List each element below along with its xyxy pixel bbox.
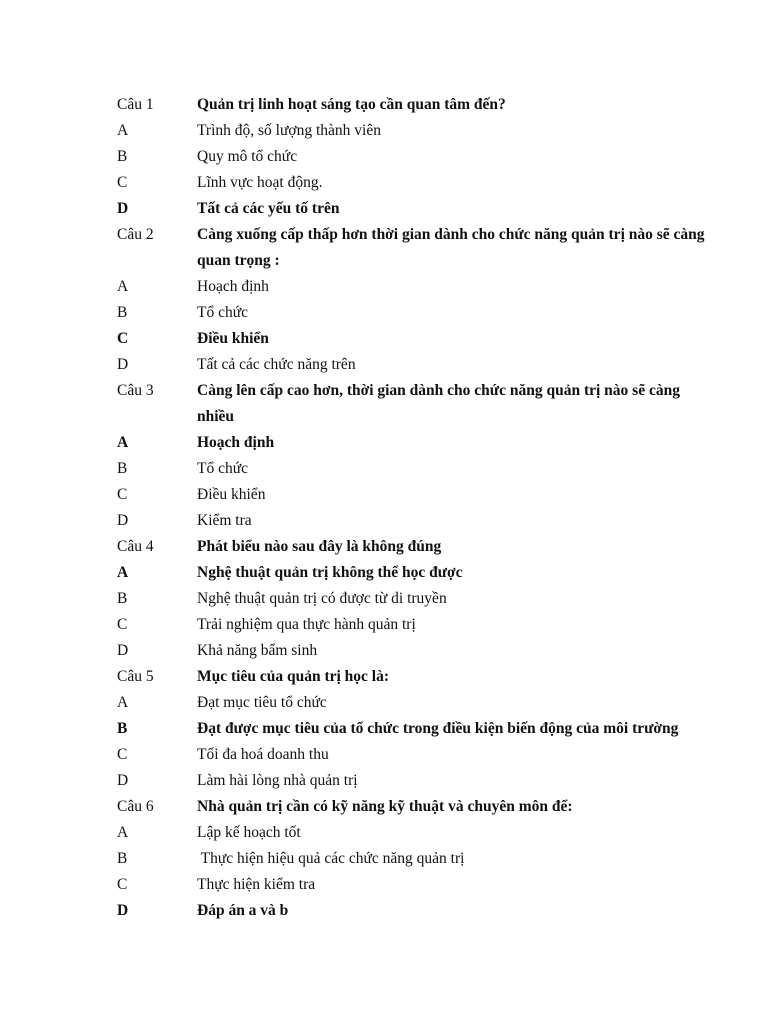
question-label: Câu 2 bbox=[117, 226, 154, 243]
option-letter: C bbox=[117, 616, 128, 633]
option-letter: C bbox=[117, 174, 128, 191]
question-list bbox=[117, 92, 717, 924]
option-row bbox=[117, 846, 717, 872]
option-text: Đạt mục tiêu tổ chức bbox=[197, 694, 327, 711]
option-letter: A bbox=[117, 824, 129, 841]
option-letter: D bbox=[117, 512, 129, 529]
option-row bbox=[117, 820, 717, 846]
option-row bbox=[117, 482, 717, 508]
option-text: Thực hiện kiểm tra bbox=[197, 876, 316, 893]
question-text: Nhà quản trị cần có kỹ năng kỹ thuật và chuyên môn để: bbox=[197, 798, 573, 815]
option-text: Điều khiển bbox=[197, 330, 269, 347]
option-row-correct bbox=[117, 326, 717, 352]
question-row-1 bbox=[117, 92, 717, 118]
option-text: Tối đa hoá doanh thu bbox=[197, 746, 329, 763]
option-text: Hoạch định bbox=[197, 434, 275, 451]
option-text: Trình độ, số lượng thành viên bbox=[197, 122, 381, 139]
option-row bbox=[117, 352, 717, 378]
option-letter: C bbox=[117, 746, 128, 763]
option-text: Đáp án a và b bbox=[197, 902, 289, 919]
option-letter: B bbox=[117, 590, 128, 607]
option-text: Thực hiện hiệu quả các chức năng quản trị bbox=[197, 850, 465, 867]
option-text: Đạt được mục tiêu của tổ chức trong điều kiện biến động của môi trường bbox=[197, 720, 679, 737]
option-letter: B bbox=[117, 148, 128, 165]
question-text: Mục tiêu của quản trị học là: bbox=[197, 668, 390, 685]
option-text: Quy mô tổ chức bbox=[197, 148, 298, 165]
question-row-6 bbox=[117, 794, 717, 820]
option-row-correct bbox=[117, 716, 717, 742]
option-row bbox=[117, 300, 717, 326]
option-text: Tổ chức bbox=[197, 304, 249, 321]
option-text: Khả năng bẩm sinh bbox=[197, 642, 318, 659]
option-letter: D bbox=[117, 772, 129, 789]
option-letter: D bbox=[117, 356, 129, 373]
option-row bbox=[117, 612, 717, 638]
option-letter: A bbox=[117, 278, 129, 295]
question-text: Càng lên cấp cao hơn, thời gian dành cho chức năng quản trị nào sẽ càng nhiều bbox=[197, 382, 680, 425]
option-text: Điều khiển bbox=[197, 486, 266, 503]
option-row bbox=[117, 586, 717, 612]
question-row-3 bbox=[117, 378, 717, 430]
option-row-correct bbox=[117, 560, 717, 586]
option-letter: B bbox=[117, 304, 128, 321]
option-letter: D bbox=[117, 902, 129, 919]
option-row bbox=[117, 274, 717, 300]
option-text: Tổ chức bbox=[197, 460, 249, 477]
option-row bbox=[117, 170, 717, 196]
option-letter: C bbox=[117, 486, 128, 503]
option-row-correct bbox=[117, 196, 717, 222]
option-text: Nghệ thuật quản trị không thể học được bbox=[197, 564, 463, 581]
option-letter: A bbox=[117, 564, 129, 581]
option-text: Tất cả các chức năng trên bbox=[197, 356, 356, 373]
option-row-correct bbox=[117, 898, 717, 924]
question-row-2 bbox=[117, 222, 717, 274]
option-letter: B bbox=[117, 850, 128, 867]
option-text: Tất cả các yếu tố trên bbox=[197, 200, 340, 217]
option-letter: A bbox=[117, 434, 129, 451]
option-text: Trải nghiệm qua thực hành quản trị bbox=[197, 616, 416, 633]
option-text: Làm hài lòng nhà quản trị bbox=[197, 772, 358, 789]
option-text: Lĩnh vực hoạt động. bbox=[197, 174, 323, 191]
option-row bbox=[117, 638, 717, 664]
question-label: Câu 6 bbox=[117, 798, 154, 815]
option-letter: A bbox=[117, 122, 129, 139]
option-row-correct bbox=[117, 430, 717, 456]
option-row bbox=[117, 690, 717, 716]
option-text: Nghệ thuật quản trị có được từ di truyền bbox=[197, 590, 447, 607]
option-text: Hoạch định bbox=[197, 278, 269, 295]
question-label: Câu 4 bbox=[117, 538, 154, 555]
option-row bbox=[117, 768, 717, 794]
option-letter: D bbox=[117, 200, 129, 217]
question-text: Phát biểu nào sau đây là không đúng bbox=[197, 538, 442, 555]
question-row-4 bbox=[117, 534, 717, 560]
option-text: Lập kế hoạch tốt bbox=[197, 824, 301, 841]
option-letter: B bbox=[117, 720, 128, 737]
question-text: Quản trị linh hoạt sáng tạo cần quan tâm đến? bbox=[197, 96, 506, 113]
question-row-5 bbox=[117, 664, 717, 690]
option-row bbox=[117, 118, 717, 144]
option-letter: D bbox=[117, 642, 129, 659]
option-letter: C bbox=[117, 330, 129, 347]
option-row bbox=[117, 742, 717, 768]
option-row bbox=[117, 508, 717, 534]
option-text: Kiểm tra bbox=[197, 512, 252, 529]
question-label: Câu 5 bbox=[117, 668, 154, 685]
option-row bbox=[117, 456, 717, 482]
option-letter: C bbox=[117, 876, 128, 893]
question-text: Càng xuống cấp thấp hơn thời gian dành cho chức năng quản trị nào sẽ càng quan trọng : bbox=[197, 226, 705, 269]
option-letter: A bbox=[117, 694, 129, 711]
option-row bbox=[117, 872, 717, 898]
option-row bbox=[117, 144, 717, 170]
option-letter: B bbox=[117, 460, 128, 477]
question-label: Câu 1 bbox=[117, 96, 154, 113]
question-label: Câu 3 bbox=[117, 382, 154, 399]
